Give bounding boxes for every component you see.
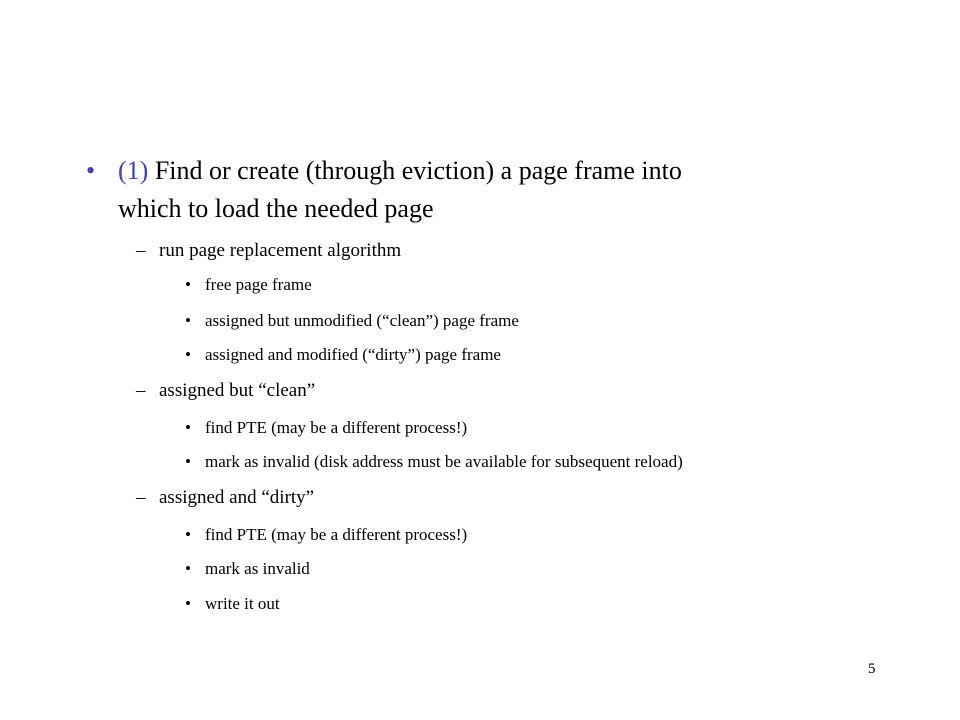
sub-bullet: • [185, 525, 191, 544]
main-point-text: Find or create (through eviction) a page frame into [148, 156, 682, 185]
main-point-line2: which to load the needed page [118, 194, 434, 223]
main-point-line1 [118, 154, 682, 187]
sub-item: find PTE (may be a different process!) [205, 418, 468, 437]
group-label: assigned and “dirty” [159, 487, 315, 508]
sub-bullet: • [185, 311, 191, 330]
sub-item: mark as invalid (disk address must be available for subsequent reload) [205, 452, 683, 471]
group-dash: – [136, 240, 146, 261]
sub-bullet: • [185, 452, 191, 471]
sub-item: find PTE (may be a different process!) [205, 525, 468, 544]
step-number: (1) [118, 156, 149, 185]
sub-bullet: • [185, 418, 191, 437]
sub-bullet: • [185, 345, 191, 364]
page-number: 5 [868, 661, 876, 677]
level1-bullet: • [86, 156, 96, 185]
sub-item: assigned and modified (“dirty”) page frame [205, 345, 501, 364]
sub-item: write it out [205, 594, 280, 613]
sub-item: mark as invalid [205, 559, 310, 578]
sub-item: free page frame [205, 275, 312, 294]
group-label: run page replacement algorithm [159, 240, 402, 261]
group-label: assigned but “clean” [159, 380, 316, 401]
sub-item: assigned but unmodified (“clean”) page frame [205, 311, 519, 330]
group-dash: – [136, 380, 146, 401]
sub-bullet: • [185, 275, 191, 294]
group-dash: – [136, 487, 146, 508]
sub-bullet: • [185, 559, 191, 578]
sub-bullet: • [185, 594, 191, 613]
